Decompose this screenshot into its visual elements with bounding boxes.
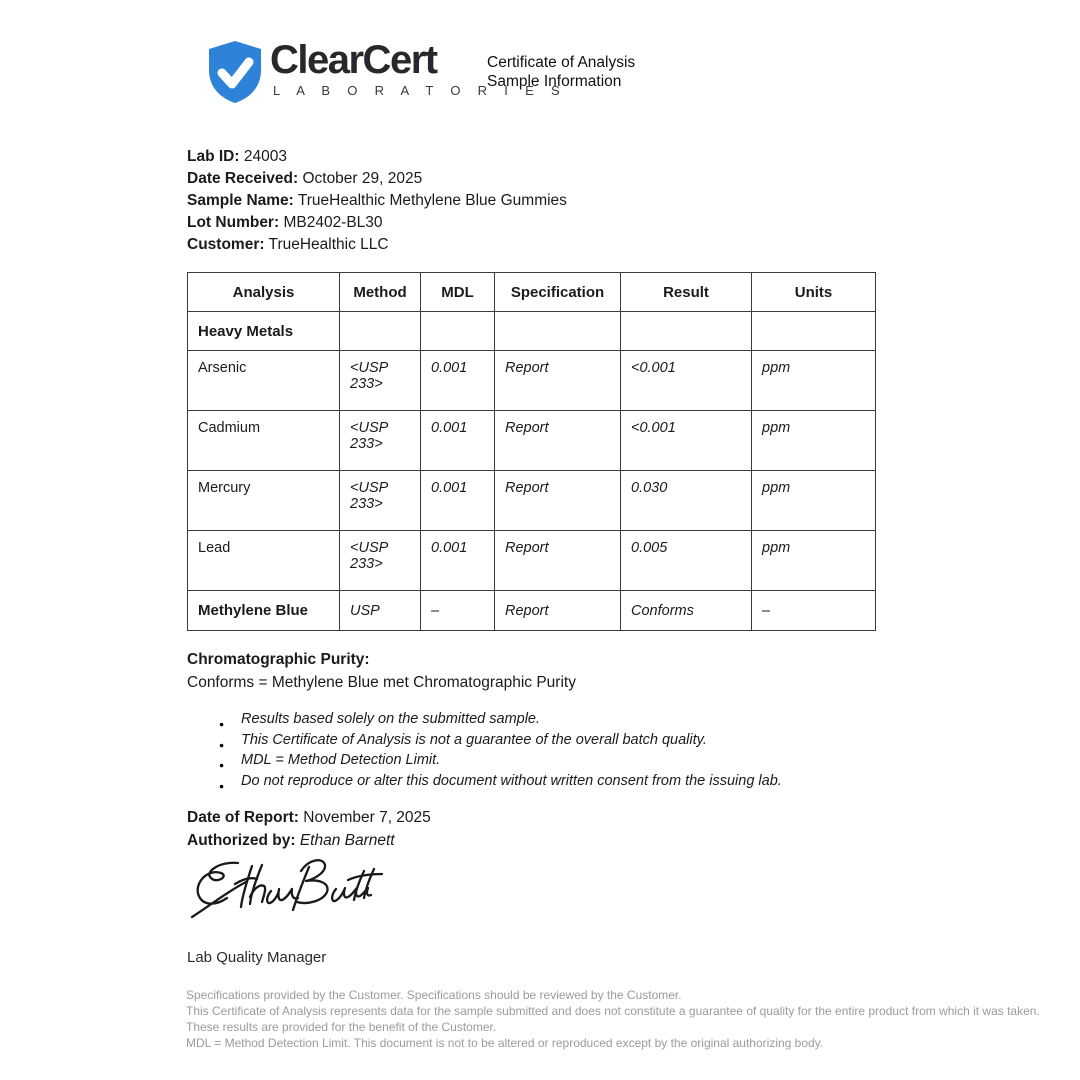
header-units: Units <box>752 273 876 312</box>
cell-result: Conforms <box>621 591 752 631</box>
signer-role: Lab Quality Manager <box>187 949 327 966</box>
cell-mdl: – <box>421 591 495 631</box>
customer-value: TrueHealthic LLC <box>268 236 389 253</box>
lot-number-label: Lot Number: <box>187 214 280 231</box>
brand-subtitle: L A B O R A T O R I E S <box>273 83 567 98</box>
date-of-report-row <box>187 806 431 829</box>
cell-mdl: 0.001 <box>421 531 495 591</box>
customer-label: Customer: <box>187 236 265 253</box>
cell-method: <USP 233> <box>340 351 421 411</box>
purity-heading: Chromatographic Purity: <box>187 651 370 668</box>
lab-id-value: 24003 <box>243 148 287 165</box>
lab-id-row <box>187 146 567 168</box>
table-row-lead <box>188 531 876 591</box>
authorized-by-value: Ethan Barnett <box>299 832 395 849</box>
cell-units: ppm <box>752 351 876 411</box>
note-item: ● Do not reproduce or alter this document without written consent from the issuing lab. <box>218 771 782 792</box>
sample-name-row <box>187 190 567 212</box>
header-specification: Specification <box>495 273 621 312</box>
empty-cell <box>621 312 752 351</box>
document-header <box>487 53 635 91</box>
cell-mdl: 0.001 <box>421 411 495 471</box>
note-item: ● This Certificate of Analysis is not a guarantee of the overall batch quality. <box>218 730 782 751</box>
empty-cell <box>495 312 621 351</box>
section-row-heavy-metals <box>188 312 876 351</box>
cell-method: USP <box>340 591 421 631</box>
header-result: Result <box>621 273 752 312</box>
table-row-arsenic <box>188 351 876 411</box>
footer-line: This Certificate of Analysis represents data for the sample submitted and does not constitute a guarantee of quality for the entire product from which it was taken. These results are provided for the benefit of the Customer. <box>186 1004 1040 1034</box>
results-table <box>187 272 876 631</box>
footer-line: Specifications provided by the Customer. Specifications should be reviewed by the Customer. <box>186 988 682 1002</box>
signature-strokes <box>190 853 390 928</box>
footer-disclaimer <box>186 987 1072 1051</box>
table-row-mercury <box>188 471 876 531</box>
cell-specification: Report <box>495 471 621 531</box>
cell-mdl: 0.001 <box>421 471 495 531</box>
cell-specification: Report <box>495 591 621 631</box>
cell-units: ppm <box>752 531 876 591</box>
date-received-label: Date Received: <box>187 170 299 187</box>
shield-check-icon <box>207 40 263 104</box>
header-mdl: MDL <box>421 273 495 312</box>
disclaimer-notes <box>218 709 782 791</box>
signature-image <box>190 853 390 928</box>
sample-name-label: Sample Name: <box>187 192 294 209</box>
customer-row <box>187 234 567 256</box>
cell-units: ppm <box>752 471 876 531</box>
cell-method: <USP 233> <box>340 531 421 591</box>
document-subtitle: Sample Information <box>487 73 622 90</box>
empty-cell <box>340 312 421 351</box>
table-header-row <box>188 273 876 312</box>
lot-number-value: MB2402-BL30 <box>283 214 383 231</box>
cell-specification: Report <box>495 411 621 471</box>
date-received-row <box>187 168 567 190</box>
authorized-by-label: Authorized by: <box>187 832 296 849</box>
lot-number-row <box>187 212 567 234</box>
cell-result: 0.005 <box>621 531 752 591</box>
note-item: ● MDL = Method Detection Limit. <box>218 750 782 771</box>
cell-analysis: Methylene Blue <box>188 591 340 631</box>
cell-analysis: Lead <box>188 531 340 591</box>
cell-analysis: Arsenic <box>188 351 340 411</box>
cell-analysis: Mercury <box>188 471 340 531</box>
sample-information <box>187 146 567 256</box>
date-of-report-value: November 7, 2025 <box>303 809 431 826</box>
footer-line: MDL = Method Detection Limit. This document is not to be altered or reproduced except by the original authorizing body. <box>186 1036 824 1050</box>
cell-specification: Report <box>495 351 621 411</box>
table-row-methylene-blue <box>188 591 876 631</box>
date-of-report-label: Date of Report: <box>187 809 299 826</box>
authorized-by-row <box>187 829 431 852</box>
cell-method: <USP 233> <box>340 471 421 531</box>
cell-result: <0.001 <box>621 411 752 471</box>
date-received-value: October 29, 2025 <box>302 170 423 187</box>
document-title: Certificate of Analysis <box>487 54 636 71</box>
section-label: Heavy Metals <box>188 312 340 351</box>
empty-cell <box>421 312 495 351</box>
empty-cell <box>752 312 876 351</box>
cell-result: 0.030 <box>621 471 752 531</box>
cell-analysis: Cadmium <box>188 411 340 471</box>
chromatographic-purity <box>187 648 576 694</box>
header-analysis: Analysis <box>188 273 340 312</box>
note-item: ● Results based solely on the submitted sample. <box>218 709 782 730</box>
cell-units: – <box>752 591 876 631</box>
cell-units: ppm <box>752 411 876 471</box>
cell-result: <0.001 <box>621 351 752 411</box>
cell-specification: Report <box>495 531 621 591</box>
cell-mdl: 0.001 <box>421 351 495 411</box>
report-meta <box>187 806 431 852</box>
purity-statement: Conforms = Methylene Blue met Chromatographic Purity <box>187 674 576 691</box>
cell-method: <USP 233> <box>340 411 421 471</box>
header-method: Method <box>340 273 421 312</box>
sample-name-value: TrueHealthic Methylene Blue Gummies <box>297 192 567 209</box>
lab-id-label: Lab ID: <box>187 148 240 165</box>
table-row-cadmium <box>188 411 876 471</box>
brand-name: ClearCert <box>270 38 437 82</box>
